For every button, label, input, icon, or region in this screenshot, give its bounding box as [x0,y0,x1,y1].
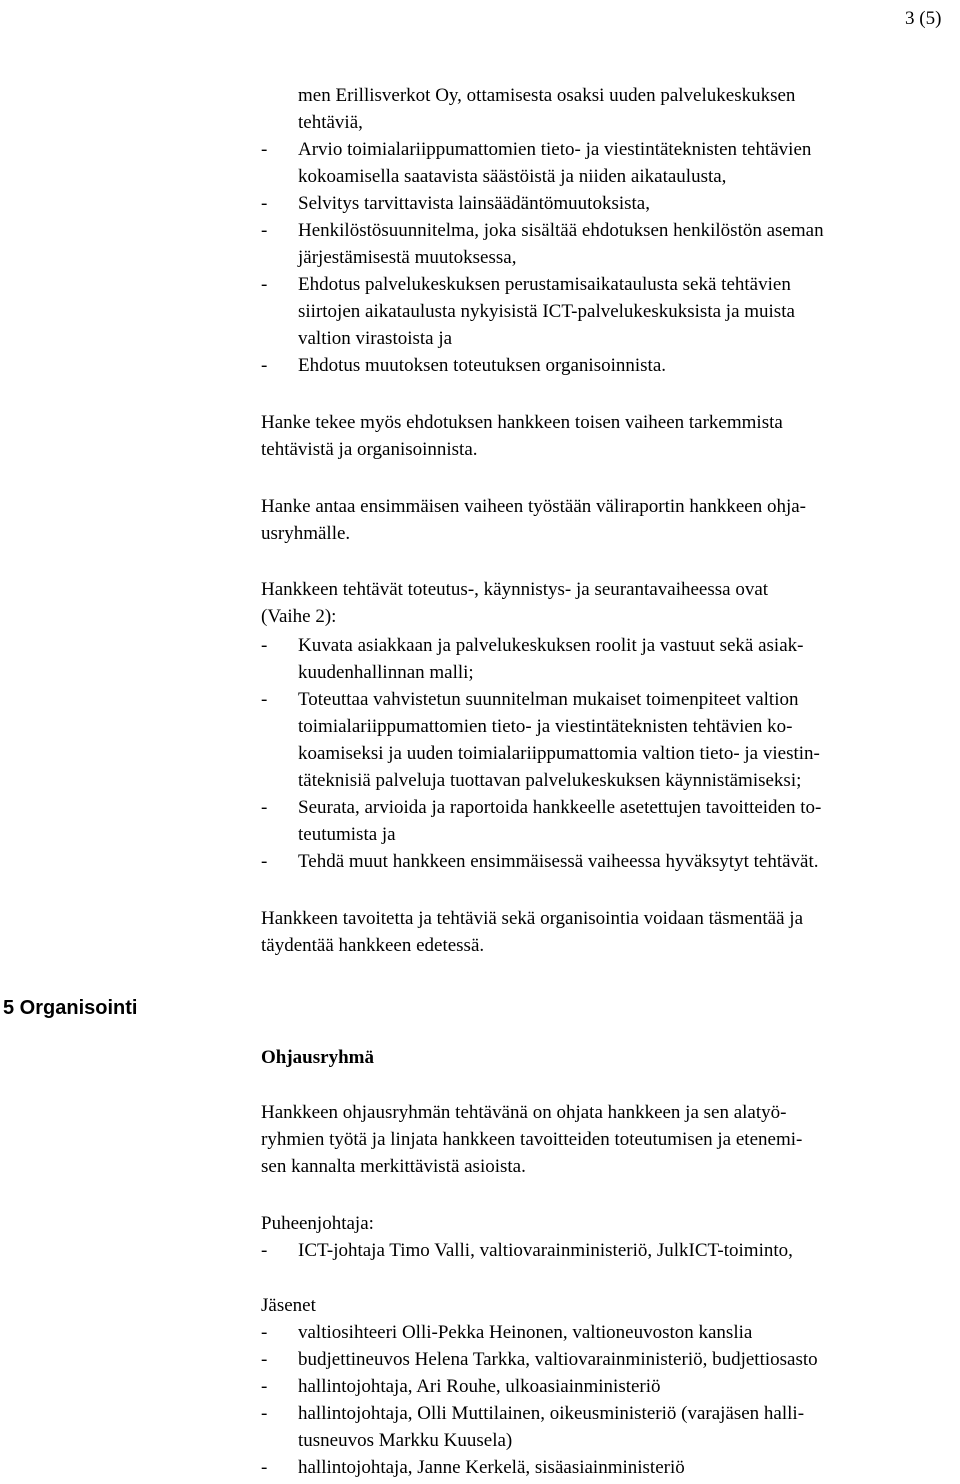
intro-item-1-line-1: kokoamisella saatavista säästöistä ja niiden aikataulusta, [298,166,727,187]
page-number: 3 (5) [905,8,942,29]
phase2-item-1-line-1: toimialariippumattomien tieto- ja viestintäteknisten tehtävien ko- [298,716,793,737]
paragraph-line: Hankkeen tehtävät toteutus-, käynnistys- ja seurantavaiheessa ovat [261,579,769,600]
intro-item-3-line-0: Henkilöstösuunnitelma, joka sisältää ehdotuksen henkilöstön aseman [298,220,824,241]
paragraph-line: Hankkeen ohjausryhmän tehtävänä on ohjata hankkeen ja sen alatyö- [261,1102,787,1123]
paragraph-line: sen kannalta merkittävistä asioista. [261,1156,526,1177]
phase2-item-0-line-1: kuudenhallinnan malli; [298,662,474,683]
members-label: Jäsenet [261,1295,316,1316]
paragraph-line: usryhmälle. [261,523,351,544]
intro-item-2-dash: - [261,193,268,214]
intro-item-1-dash: - [261,139,268,160]
intro-item-5-dash: - [261,355,268,376]
intro-item-0-line-0: men Erillisverkot Oy, ottamisesta osaksi uuden palvelukeskuksen [298,85,796,106]
intro-item-4-line-0: Ehdotus palvelukeskuksen perustamisaikataulusta sekä tehtävien [298,274,791,295]
phase2-item-1-dash: - [261,689,268,710]
member-item-3-dash: - [261,1403,268,1424]
intro-item-2-line-0: Selvitys tarvittavista lainsäädäntömuutoksista, [298,193,650,214]
chair-item-0-line-0: ICT-johtaja Timo Valli, valtiovarainministeriö, JulkICT-toiminto, [298,1240,793,1261]
subheading-ohjausryhma: Ohjausryhmä [261,1047,374,1068]
intro-item-4-dash: - [261,274,268,295]
paragraph-line: täydentää hankkeen edetessä. [261,935,485,956]
intro-item-1-line-0: Arvio toimialariippumattomien tieto- ja viestintäteknisten tehtävien [298,139,812,160]
member-item-1-line-0: budjettineuvos Helena Tarkka, valtiovarainministeriö, budjettiosasto [298,1349,818,1370]
phase2-item-0-line-0: Kuvata asiakkaan ja palvelukeskuksen roolit ja vastuut sekä asiak- [298,635,804,656]
phase2-item-2-line-1: teutumista ja [298,824,396,845]
member-item-1-dash: - [261,1349,268,1370]
paragraph-line: Hanke tekee myös ehdotuksen hankkeen toisen vaiheen tarkemmista [261,412,783,433]
paragraph-line: Hanke antaa ensimmäisen vaiheen työstään väliraportin hankkeen ohja- [261,496,806,517]
member-item-2-line-0: hallintojohtaja, Ari Rouhe, ulkoasiainministeriö [298,1376,661,1397]
paragraph-line: Hankkeen tavoitetta ja tehtäviä sekä organisointia voidaan täsmentää ja [261,908,804,929]
member-item-4-dash: - [261,1457,268,1478]
phase2-item-1-line-0: Toteuttaa vahvistetun suunnitelman mukaiset toimenpiteet valtion [298,689,799,710]
chair-item-0-dash: - [261,1240,268,1261]
member-item-4-line-0: hallintojohtaja, Janne Kerkelä, sisäasiainministeriö [298,1457,685,1478]
member-item-2-dash: - [261,1376,268,1397]
intro-item-4-line-1: siirtojen aikataulusta nykyisistä ICT-palvelukeskuksista ja muista [298,301,795,322]
member-item-3-line-1: tusneuvos Markku Kuusela) [298,1430,513,1451]
intro-item-4-line-2: valtion virastoista ja [298,328,453,349]
phase2-item-3-line-0: Tehdä muut hankkeen ensimmäisessä vaiheessa hyväksytyt tehtävät. [298,851,819,872]
chair-label: Puheenjohtaja: [261,1213,374,1234]
phase2-item-3-dash: - [261,851,268,872]
member-item-0-line-0: valtiosihteeri Olli-Pekka Heinonen, valtioneuvoston kanslia [298,1322,753,1343]
paragraph-line: ryhmien työtä ja linjata hankkeen tavoitteiden toteutumisen ja etenemi- [261,1129,803,1150]
paragraph-line: tehtävistä ja organisoinnista. [261,439,478,460]
phase2-item-1-line-3: täteknisiä palveluja tuottavan palvelukeskuksen käynnistämiseksi; [298,770,802,791]
intro-item-3-dash: - [261,220,268,241]
section-heading-organisointi: 5 Organisointi [3,997,138,1019]
phase2-item-2-line-0: Seurata, arvioida ja raportoida hankkeelle asetettujen tavoitteiden to- [298,797,822,818]
intro-item-0-line-1: tehtäviä, [298,112,363,133]
paragraph-line: (Vaihe 2): [261,606,337,627]
intro-item-5-line-0: Ehdotus muutoksen toteutuksen organisoinnista. [298,355,667,376]
intro-item-3-line-1: järjestämisestä muutoksessa, [298,247,517,268]
phase2-item-2-dash: - [261,797,268,818]
phase2-item-1-line-2: koamiseksi ja uuden toimialariippumattomia valtion tieto- ja viestin- [298,743,820,764]
member-item-3-line-0: hallintojohtaja, Olli Muttilainen, oikeusministeriö (varajäsen halli- [298,1403,805,1424]
member-item-0-dash: - [261,1322,268,1343]
phase2-item-0-dash: - [261,635,268,656]
